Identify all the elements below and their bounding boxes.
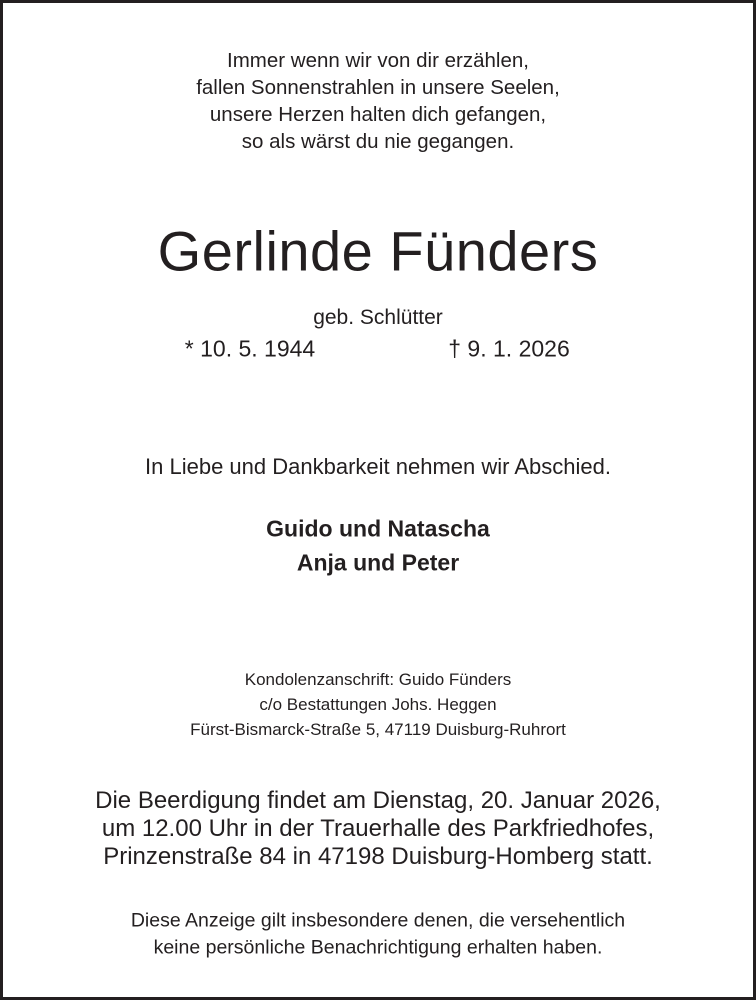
funeral-info-line: Die Beerdigung findet am Dienstag, 20. Januar 2026, [95, 787, 661, 814]
mourner-names: Anja und Peter [296, 549, 460, 576]
notice-note-line: keine persönliche Benachrichtigung erhalten haben. [153, 936, 603, 959]
notice-note-line: Diese Anzeige gilt insbesondere denen, die versehentlich [130, 909, 626, 932]
funeral-info-line: Prinzenstraße 84 in 47198 Duisburg-Homberg statt. [103, 843, 653, 870]
condolence-address-line: c/o Bestattungen Johs. Heggen [259, 695, 497, 714]
farewell-text: In Liebe und Dankbarkeit nehmen wir Abschied. [145, 454, 611, 479]
funeral-info-line: um 12.00 Uhr in der Trauerhalle des Parkfriedhofes, [101, 815, 655, 842]
deceased-name: Gerlinde Fünders [157, 219, 599, 283]
birth-date: * 10. 5. 1944 [184, 335, 316, 362]
poem-line: so als wärst du nie gegangen. [241, 130, 515, 153]
condolence-address-line: Fürst-Bismarck-Straße 5, 47119 Duisburg-Ruhrort [190, 720, 566, 739]
maiden-name: geb. Schlütter [313, 306, 443, 329]
poem-line: fallen Sonnenstrahlen in unsere Seelen, [196, 76, 560, 99]
mourner-names: Guido und Natascha [266, 515, 490, 542]
condolence-address-line: Kondolenzanschrift: Guido Fünders [244, 670, 512, 689]
poem-line: unsere Herzen halten dich gefangen, [209, 103, 547, 126]
poem-line: Immer wenn wir von dir erzählen, [227, 49, 529, 72]
death-date: † 9. 1. 2026 [448, 335, 570, 362]
